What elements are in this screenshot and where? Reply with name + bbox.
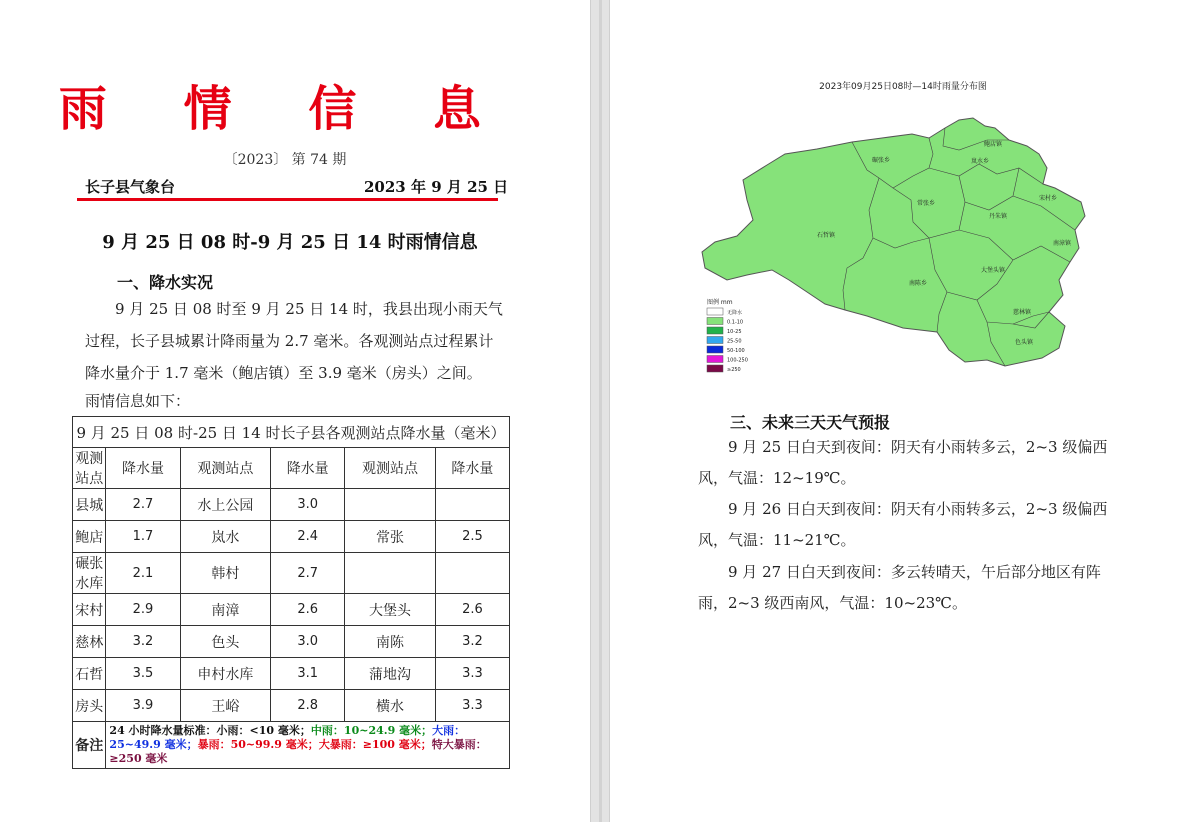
legend-swatch — [707, 346, 723, 353]
header-cell: 降水量 — [435, 448, 509, 489]
town-label: 常张乡 — [917, 200, 936, 207]
rain-value: 3.2 — [106, 626, 180, 658]
rain-value: 2.7 — [106, 489, 180, 521]
legend-label: 10-25 — [727, 329, 742, 335]
rain-value: 3.3 — [435, 658, 509, 690]
station-name: 常张 — [345, 521, 436, 553]
rain-value: 3.0 — [271, 626, 345, 658]
rain-value: 3.2 — [435, 626, 509, 658]
table-header-row — [73, 448, 510, 489]
note-moderate: 中雨：10~24.9 毫米； — [310, 724, 433, 737]
legend-swatch — [707, 327, 723, 334]
header-cell: 降水量 — [106, 448, 180, 489]
rain-value: 3.3 — [435, 690, 509, 722]
station-name: 水上公园 — [180, 489, 271, 521]
note-storm: 暴雨：50~99.9 毫米；大暴雨：≥100 毫米； — [197, 738, 432, 751]
page-left — [0, 0, 590, 822]
precipitation-paragraph: 9 月 25 日 08 时至 9 月 25 日 14 时，我县出现小雨天气过程，长子县城累计降雨量为 2.7 毫米。各观测站点过程累计降水量介于 1.7 毫米（鲍店镇）至 3.9 毫米（房头）之间。 — [85, 300, 503, 382]
header-cell: 降水量 — [271, 448, 345, 489]
station-name: 南漳 — [180, 594, 271, 626]
table-note-row — [73, 722, 510, 769]
organization-name: 长子县气象台 — [85, 178, 176, 196]
rain-value: 2.5 — [435, 521, 509, 553]
town-label: 南漳镇 — [1053, 240, 1072, 247]
table-caption: 9 月 25 日 08 时-25 日 14 时长子县各观测站点降水量（毫米） — [73, 417, 510, 448]
station-name — [345, 489, 436, 521]
rain-value: 2.7 — [271, 553, 345, 594]
station-name: 县城 — [73, 489, 106, 521]
station-name: 王峪 — [180, 690, 271, 722]
rainfall-table — [72, 416, 510, 769]
header-cell: 观测站点 — [345, 448, 436, 489]
note-label: 备注 — [73, 722, 106, 769]
legend-label: 无降水 — [727, 310, 743, 316]
station-name: 宋村 — [73, 594, 106, 626]
rain-value: 3.9 — [106, 690, 180, 722]
rain-value: 3.5 — [106, 658, 180, 690]
legend-swatch — [707, 356, 723, 363]
station-name: 韩村 — [180, 553, 271, 594]
legend-swatch — [707, 318, 723, 325]
town-label: 岚水乡 — [971, 158, 990, 165]
header-cell: 观测站点 — [180, 448, 271, 489]
legend-label: 100-250 — [727, 357, 748, 364]
issue-number: 〔2023〕 第 74 期 — [223, 152, 347, 168]
legend-swatch — [707, 337, 723, 344]
note-standard: 24 小时降水量标准：小雨：<10 毫米； — [109, 724, 311, 737]
rain-value: 2.4 — [271, 521, 345, 553]
table-row — [73, 553, 510, 594]
station-name: 房头 — [73, 690, 106, 722]
station-name — [345, 553, 436, 594]
town-label: 大堡头镇 — [981, 267, 1006, 274]
table-row — [73, 489, 510, 521]
station-name: 岚水 — [180, 521, 271, 553]
rain-value: 3.0 — [271, 489, 345, 521]
section-heading-forecast: 三、未来三天天气预报 — [730, 413, 891, 432]
station-name: 横水 — [345, 690, 436, 722]
legend-label: ≥250 — [727, 367, 741, 373]
rain-value: 2.6 — [271, 594, 345, 626]
town-label: 石哲镇 — [817, 232, 836, 239]
town-label: 慈林镇 — [1013, 309, 1032, 316]
table-row — [73, 594, 510, 626]
rain-value: 3.1 — [271, 658, 345, 690]
legend-swatch — [707, 365, 723, 372]
legend-title: 图例 mm — [707, 299, 733, 306]
forecast-day-3: 9 月 27 日白天到夜间：多云转晴天，午后部分地区有阵雨，2~3 级西南风，气温：10~23℃。 — [698, 563, 1101, 612]
red-divider — [77, 198, 498, 201]
rain-value — [435, 553, 509, 594]
legend-label: 0.1-10 — [727, 319, 744, 326]
page-gutter — [590, 0, 610, 822]
table-row — [73, 690, 510, 722]
town-label: 鲍店镇 — [984, 141, 1003, 148]
town-label: 丹朱镇 — [989, 213, 1008, 220]
table-intro: 雨情信息如下： — [85, 392, 191, 410]
report-subtitle: 9 月 25 日 08 时-9 月 25 日 14 时雨情信息 — [102, 232, 478, 253]
table-row — [73, 521, 510, 553]
station-name: 大堡头 — [345, 594, 436, 626]
station-name: 南陈 — [345, 626, 436, 658]
town-label: 宋村乡 — [1039, 195, 1058, 202]
station-name: 碾张水库 — [73, 553, 106, 594]
rain-standard-note — [106, 722, 510, 769]
station-name: 色头 — [180, 626, 271, 658]
rain-value — [435, 489, 509, 521]
rain-value: 2.1 — [106, 553, 180, 594]
town-label: 碾张乡 — [872, 157, 891, 164]
station-name: 慈林 — [73, 626, 106, 658]
legend-swatch — [707, 308, 723, 315]
county-boundary — [702, 118, 1085, 366]
table-row — [73, 658, 510, 690]
note-extreme: 特大暴雨：≥250 毫米 — [109, 738, 487, 765]
map-legend — [707, 298, 748, 373]
table-row — [73, 626, 510, 658]
station-name: 蒲地沟 — [345, 658, 436, 690]
legend-label: 50-100 — [727, 348, 745, 354]
note-heavy: 大雨：25~49.9 毫米； — [109, 724, 466, 751]
station-name: 鲍店 — [73, 521, 106, 553]
station-name: 石哲 — [73, 658, 106, 690]
town-label: 色头镇 — [1015, 339, 1034, 346]
rain-value: 2.9 — [106, 594, 180, 626]
rainfall-map — [697, 70, 1087, 390]
document-title: 雨 情 信 息 — [58, 81, 512, 137]
header-cell: 观测站点 — [73, 448, 106, 489]
station-name: 申村水库 — [180, 658, 271, 690]
rain-value: 2.8 — [271, 690, 345, 722]
town-label: 南陈乡 — [909, 280, 928, 287]
legend-label: 25-50 — [727, 338, 742, 345]
rain-value: 1.7 — [106, 521, 180, 553]
section-heading-precipitation: 一、降水实况 — [117, 273, 214, 292]
forecast-day-1: 9 月 25 日白天到夜间：阴天有小雨转多云，2~3 级偏西风，气温：12~19℃。 — [698, 438, 1108, 487]
publish-date: 2023 年 9 月 25 日 — [364, 178, 509, 196]
rainfall-map-svg — [697, 70, 1087, 390]
forecast-day-2: 9 月 26 日白天到夜间：阴天有小雨转多云，2~3 级偏西风，气温：11~21℃。 — [698, 500, 1108, 549]
rain-value: 2.6 — [435, 594, 509, 626]
map-title: 2023年09月25日08时—14时雨量分布图 — [819, 82, 987, 92]
